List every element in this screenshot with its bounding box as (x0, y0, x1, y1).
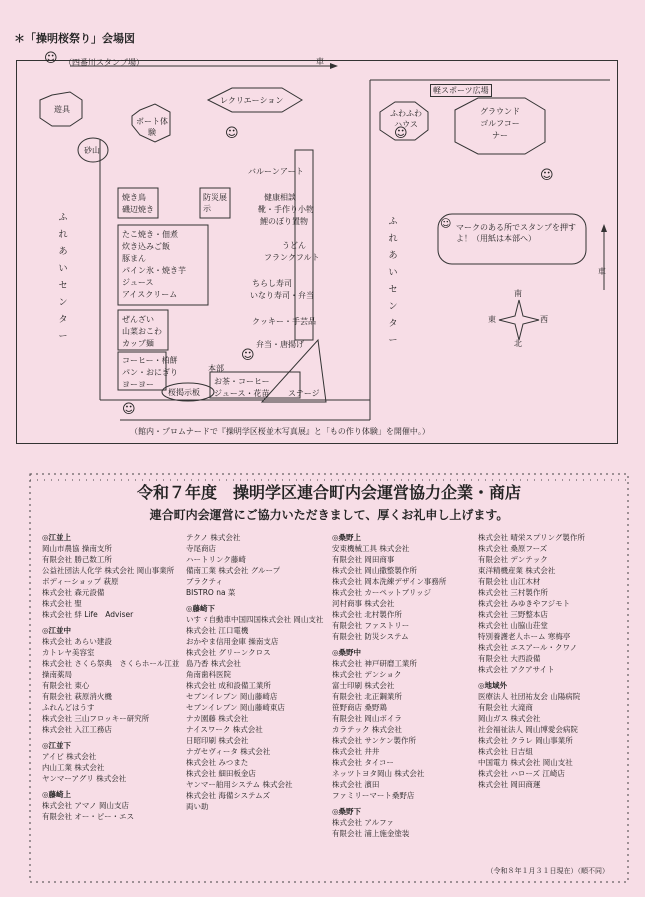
sponsor-item: ふれんどはうす (42, 703, 95, 712)
sponsor-item: ネッツトヨタ岡山 株式会社 (332, 769, 425, 778)
sponsor-item: 有限会社 岡山ボイラ (332, 714, 402, 723)
sponsor-item: 株式会社 日吉組 (478, 747, 533, 756)
fureai-center-right: ふれあいセンター (388, 217, 398, 346)
sponsor-column-4 (478, 532, 618, 790)
sponsor-item: 中国電力 株式会社 岡山支社 (478, 758, 573, 767)
sponsor-item: 株式会社 アクアサイト (478, 665, 555, 674)
booth-zenzai: ぜんざい (122, 315, 154, 324)
sponsor-item: 株式会社 海備システムズ (186, 791, 271, 800)
sponsor-item: 有限会社 浦上施金塗装 (332, 829, 410, 838)
compass-east: 東 (488, 315, 496, 324)
booth-takoyaki: たこ焼き・佃煮 (122, 230, 178, 239)
sponsor-column-2 (186, 532, 326, 812)
sponsor-group-heading: ◎桑野上 (332, 533, 362, 542)
booth-honbu: 本部 (208, 364, 224, 373)
sponsor-item: 株式会社 三村製作所 (478, 588, 548, 597)
sponsor-item: 株式会社 みゆきやフジモト (478, 599, 571, 608)
sponsor-item: 富士印刷 株式会社 (332, 681, 395, 690)
stamp-area-label: （四番川スタンプ場） (64, 58, 144, 67)
sponsor-item: ナカ園藤 株式会社 (186, 714, 249, 723)
sponsor-item: 株式会社 岡本洗練デザイン事務所 (332, 577, 447, 586)
sponsor-item: 株式会社 アルファ (332, 818, 394, 827)
sponsor-item: 角南歯科医院 (186, 670, 231, 679)
sponsor-group-heading: ◎江並上 (42, 533, 72, 542)
booth-juice2: ジュース・花苗 (214, 389, 270, 398)
sponsor-item: ファミリーマート桑野店 (332, 791, 415, 800)
sponsor-item: 岡山ガス 株式会社 (478, 714, 541, 723)
sponsor-item: 株式会社 みつまた (186, 758, 249, 767)
booth-yugu: 遊具 (54, 105, 70, 114)
sponsor-item: カトレヤ美容室 (42, 648, 95, 657)
booth-bousai: 防災展示 (203, 193, 227, 213)
sponsor-item: 株式会社 江口電機 (186, 626, 249, 635)
smiley-stamp-icon: ☺ (540, 168, 554, 183)
booth-boat: ボート体験 (136, 117, 168, 137)
sponsor-item: 笹野商店 桑野鶏 (332, 703, 387, 712)
sponsor-item: 有限会社 大滝商 (478, 703, 533, 712)
sponsor-item: 株式会社 濱田 (332, 780, 380, 789)
sponsor-column-1 (42, 532, 182, 822)
sponsor-group-heading: ◎藤崎下 (186, 604, 216, 613)
sponsor-item: 有限会社 萩原消火機 (42, 692, 112, 701)
sponsor-item: 河村商事 株式会社 (332, 599, 395, 608)
sponsor-item: 操南薬局 (42, 670, 72, 679)
sponsor-item: 株式会社 アマノ 岡山支店 (42, 801, 130, 810)
booth-kutsu: 靴・手作り小物 (258, 205, 314, 214)
sponsor-item: 株式会社 サンケン製作所 (332, 736, 416, 745)
booth-coffee: コーヒー・柏餅 (122, 356, 178, 365)
map-footnote: （館内・プロムナードで『操明学区桜並木写真展』と「もの作り体験」を開催中。） (130, 427, 430, 436)
sponsor-item: 株式会社 井井 (332, 747, 380, 756)
sponsor-item: ヤンマーアグリ 株式会社 (42, 774, 127, 783)
booth-frankfurt: フランクフルト (264, 253, 320, 262)
car-label: 車 (316, 57, 324, 66)
booth-bento: 弁当・唐揚げ (256, 340, 304, 349)
sponsor-group-heading: ◎江並下 (42, 741, 72, 750)
sports-area-label: 軽スポーツ広場 (430, 84, 492, 97)
booth-ocha: お茶・コーヒー (214, 377, 270, 386)
sponsor-item: 株式会社 三野整本店 (478, 610, 548, 619)
booth-kenkou: 健康相談 (264, 193, 296, 202)
sponsor-item: 公益社団法人化学 株式会社 岡山事業所 (42, 566, 175, 575)
compass-west: 西 (540, 315, 548, 324)
as-of-note: （令和８年１月３１日現在）（順不同） (486, 867, 609, 875)
sponsor-item: 株式会社 細田板金店 (186, 769, 256, 778)
sponsor-group-heading: ◎桑野中 (332, 648, 362, 657)
sponsor-item: カラテック 株式会社 (332, 725, 402, 734)
smiley-stamp-icon: ☺ (440, 217, 452, 230)
booth-cookie: クッキー・手芸品 (252, 317, 316, 326)
compass-icon (499, 300, 539, 340)
sponsor-item: いすゞ自動車中国四国株式会社 岡山支社 (186, 615, 324, 624)
booth-recreation: レクリエーション (220, 96, 284, 105)
sponsor-item: 株式会社 タイコー (332, 758, 394, 767)
sponsor-item: 内山工業 株式会社 (42, 763, 105, 772)
booth-hoshima: 豚まん (122, 254, 146, 263)
sponsor-item: 株式会社 入江工務店 (42, 725, 112, 734)
sponsor-item: ナイスワーク 株式会社 (186, 725, 263, 734)
fureai-center-left: ふれあいセンター (58, 213, 68, 342)
booth-inari: いなり寿司・弁当 (250, 291, 314, 300)
sponsor-item: 株式会社 聖 (42, 599, 82, 608)
booth-pan: パン・おにぎり (122, 368, 178, 377)
booth-yoyo: ヨーヨー (122, 380, 154, 389)
sponsor-item: 株式会社 カーペットブリッジ (332, 588, 432, 597)
booth-yakitori: 焼き鳥 (122, 193, 146, 202)
sponsor-item: 株式会社 さくら祭典 さくらホール江並 (42, 659, 180, 668)
sponsor-item: 備南工業 株式会社 グループ (186, 566, 281, 575)
sponsor-item: おかやま信用金庫 操南支店 (186, 637, 279, 646)
compass-north: 北 (514, 339, 522, 348)
sponsor-item: 株式会社 デンショク (332, 670, 402, 679)
sponsor-item: 社会福祉法人 岡山博愛会病院 (478, 725, 578, 734)
sponsor-item: 株式会社 クラレ 岡山事業所 (478, 736, 573, 745)
booth-koinobori: 鯉のぼり置物 (260, 217, 308, 226)
smiley-stamp-icon: ☺ (225, 126, 239, 141)
sponsor-item: 有限会社 オー・ピー・エス (42, 812, 135, 821)
sponsor-group-heading: ◎桑野下 (332, 807, 362, 816)
booth-chirashi: ちらし寿司 (252, 279, 292, 288)
smiley-stamp-icon: ☺ (394, 126, 408, 141)
sponsor-item: 有限会社 ファストリー (332, 621, 410, 630)
sponsor-item: 株式会社 晴栄スプリング製作所 (478, 533, 585, 542)
sponsor-item: 有限会社 デンテック (478, 555, 548, 564)
booth-sunayama: 砂山 (84, 146, 100, 155)
sponsor-item: 有限会社 勝己数工所 (42, 555, 112, 564)
booth-isobe: 磯辺焼き (122, 205, 154, 214)
stamp-note: マークのある所でスタンプを押すよ！（用紙は本部へ） (456, 223, 576, 243)
sponsor-item: ハートリンク藤崎 (186, 555, 246, 564)
sponsor-group-heading: ◎藤崎上 (42, 790, 72, 799)
sponsor-item: 有限会社 山江木材 (478, 577, 541, 586)
booth-sansai: 山菜おこわ (122, 327, 162, 336)
sponsor-item: 株式会社 エスアール・クワノ (478, 643, 578, 652)
booth-cup: カップ麺 (122, 339, 154, 348)
sponsor-column-3 (332, 532, 472, 839)
sponsor-item: 有限会社 岡田商事 (332, 555, 395, 564)
sponsor-item: 有限会社 東心 (42, 681, 90, 690)
sponsor-group-heading: ◎地域外 (478, 681, 508, 690)
booth-pineapple: パイン氷・焼き芋 (122, 266, 186, 275)
sponsor-item: 有限会社 防災システム (332, 632, 409, 641)
sponsor-item: セブンイレブン 岡山藤崎店 (186, 692, 278, 701)
sponsor-item: ナガセヴィータ 株式会社 (186, 747, 271, 756)
sponsor-item: 株式会社 三山フロッキー研究所 (42, 714, 150, 723)
sponsor-item: 株式会社 森元設備 (42, 588, 105, 597)
sponsor-item: 両い助 (186, 802, 209, 811)
sponsor-item: 有限会社 大西設備 (478, 654, 541, 663)
sponsor-item: テクノ 株式会社 (186, 533, 241, 542)
sponsor-item: セブンイレブン 岡山藤崎東店 (186, 703, 285, 712)
booth-stage: ステージ (288, 389, 320, 398)
sponsor-item: 岡山市農協 操南支所 (42, 544, 112, 553)
sponsor-item: 特別養護老人ホーム 寒梅亭 (478, 632, 571, 641)
car-label-right: 車 (598, 267, 606, 276)
booth-juice: ジュース (122, 278, 154, 287)
sponsor-item: 有限会社 北正鋼業所 (332, 692, 402, 701)
smiley-stamp-icon: ☺ (241, 348, 255, 363)
sponsor-item: 株式会社 北村製作所 (332, 610, 402, 619)
sponsor-item: 株式会社 グリーンクロス (186, 648, 271, 657)
booth-icecream: アイスクリーム (122, 290, 178, 299)
map-title: ＊「操明桜祭り」会場図 (14, 32, 135, 45)
sponsor-item: 株式会社 絆 Life Adviser (42, 610, 134, 619)
sponsor-item: 株式会社 桑原フーズ (478, 544, 548, 553)
sponsor-group-heading: ◎江並中 (42, 626, 72, 635)
sponsor-item: 医療法人 社団祐友会 山陽病院 (478, 692, 581, 701)
sponsor-subtitle: 連合町内会運営にご協力いただきまして、厚くお礼申し上げます。 (149, 508, 509, 522)
compass-south: 南 (514, 289, 522, 298)
smiley-stamp-icon: ☺ (44, 51, 58, 66)
sponsor-item: ヤンマー舶用システム 株式会社 (186, 780, 293, 789)
sponsor-item: 日昭印刷 株式会社 (186, 736, 249, 745)
sponsor-item: ボディーショップ 萩原 (42, 577, 119, 586)
sponsor-item: 東洋精機産業 株式会社 (478, 566, 556, 575)
booth-ground-golf: グラウンドゴルフコーナー (480, 107, 520, 140)
sponsor-item: アイビ 株式会社 (42, 752, 97, 761)
sponsor-item: BISTRO na 菜 (186, 588, 236, 597)
sponsor-item: 寺尾商店 (186, 544, 216, 553)
sponsor-item: 株式会社 あらい建設 (42, 637, 112, 646)
booth-fuwafuwa: ふわふわハウス (390, 109, 422, 129)
sponsor-item: 株式会社 岡山撒整製作所 (332, 566, 417, 575)
sponsor-item: 島乃香 株式会社 (186, 659, 241, 668)
sponsor-item: 株式会社 神戸研磨工業所 (332, 659, 417, 668)
booth-balloon: バルーンアート (248, 167, 304, 176)
smiley-stamp-icon: ☺ (122, 402, 136, 417)
sponsor-item: 安東機械工具 株式会社 (332, 544, 410, 553)
sponsor-item: 株式会社 岡田商運 (478, 780, 541, 789)
sponsor-item: 株式会社 ハローズ 江崎店 (478, 769, 565, 778)
sakura-board: 桜掲示板 (168, 388, 200, 397)
sponsor-item: ブラクティ (186, 577, 223, 586)
sponsor-item: 株式会社 成和設備工業所 (186, 681, 271, 690)
sponsor-title: 令和７年度 操明学区連合町内会運営協力企業・商店 (136, 483, 521, 502)
booth-takikomi: 炊き込みご飯 (122, 242, 170, 251)
booth-udon: うどん (282, 241, 306, 250)
sponsor-item: 株式会社 山脇山荘堂 (478, 621, 548, 630)
